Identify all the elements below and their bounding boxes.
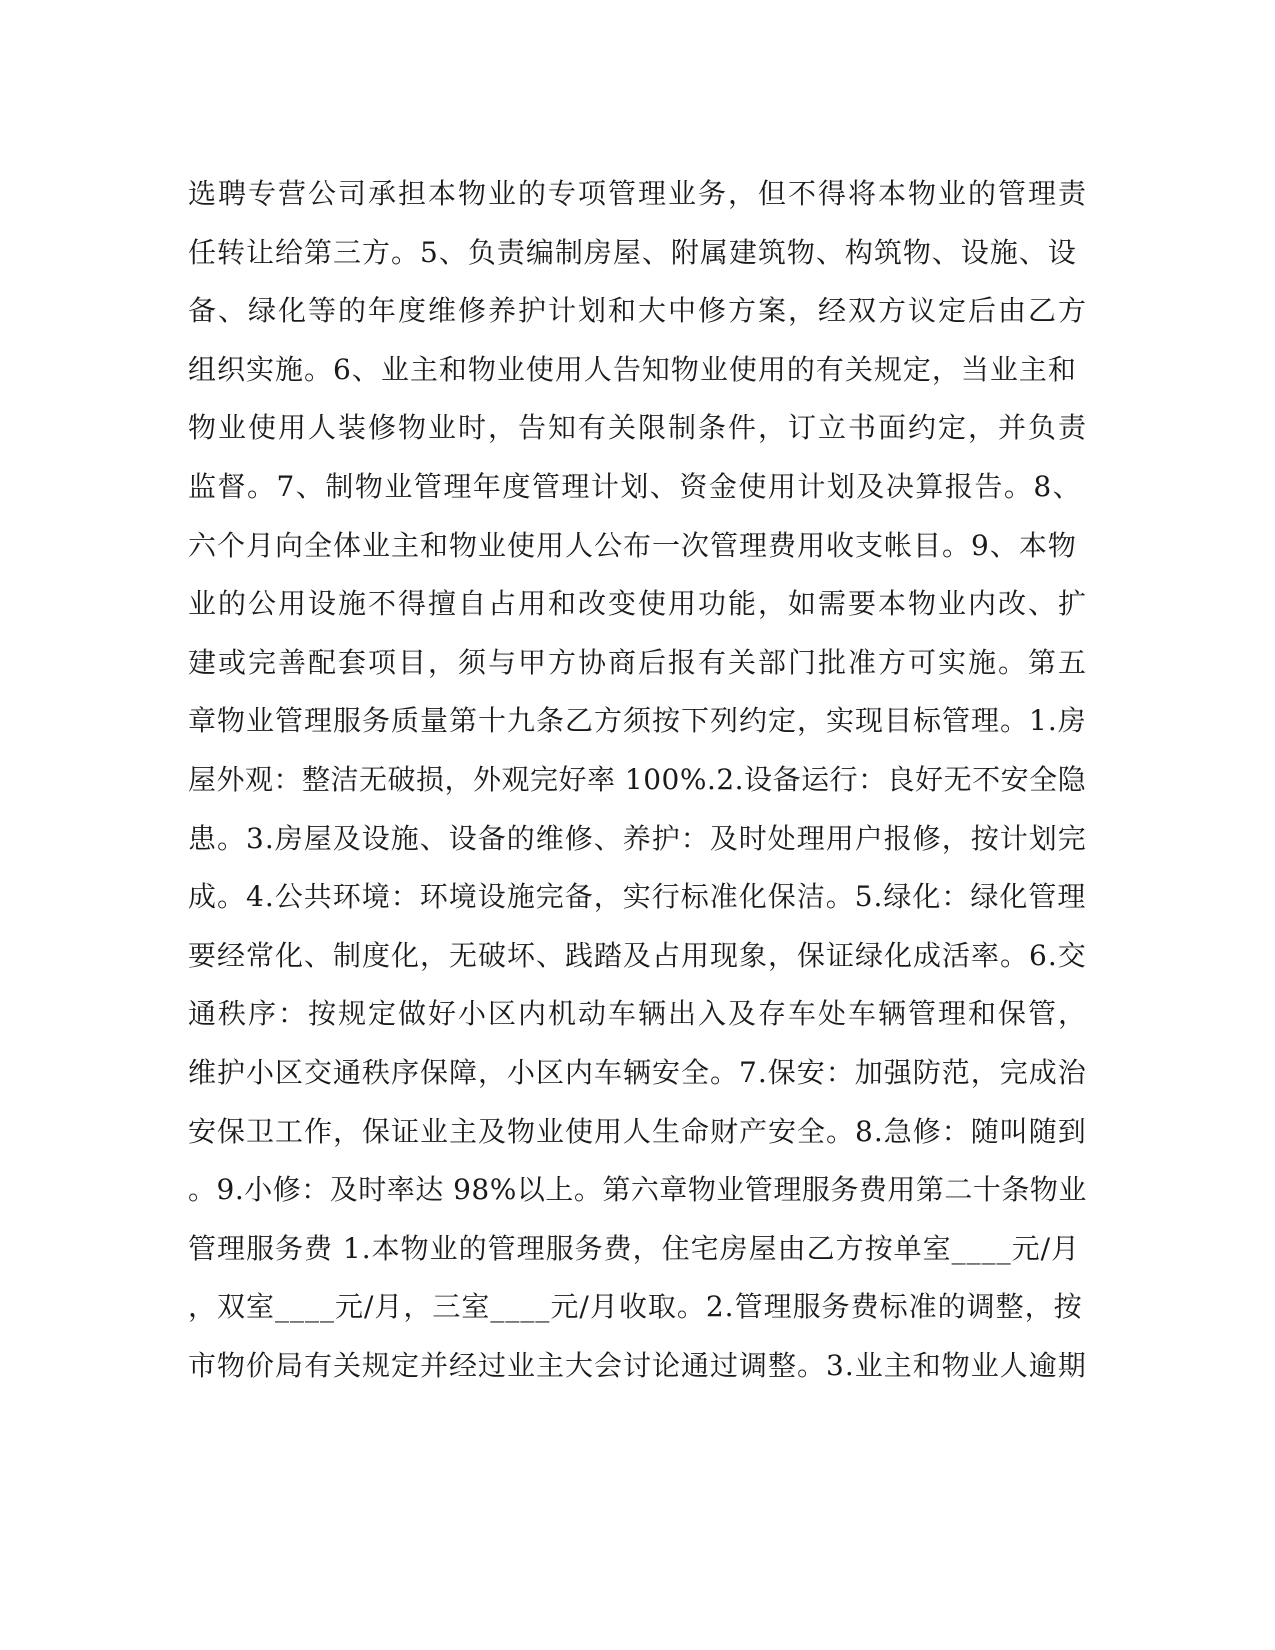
text-line: ，双室____元/月，三室____元/月收取。2.管理服务费标准的调整，按 [188, 1290, 1083, 1324]
body-text [188, 165, 1088, 1395]
text-line: 业的公用设施不得擅自占用和改变使用功能，如需要本物业内改、扩 [188, 587, 1089, 621]
text-line: 维护小区交通秩序保障，小区内车辆安全。7.保安：加强防范，完成治 [188, 1055, 1087, 1089]
text-line: 备、绿化等的年度维修养护计划和大中修方案，经双方议定后由乙方 [188, 294, 1089, 328]
text-line: 章物业管理服务质量第十九条乙方须按下列约定，实现目标管理。1.房 [188, 704, 1087, 738]
text-line: 要经常化、制度化，无破坏、践踏及占用现象，保证绿化成活率。6.交 [188, 938, 1087, 972]
text-line: 。9.小修：及时率达 98%以上。第六章物业管理服务费用第二十条物业 [188, 1173, 1087, 1207]
text-line: 建或完善配套项目，须与甲方协商后报有关部门批准方可实施。第五 [188, 645, 1089, 679]
text-line: 通秩序：按规定做好小区内机动车辆出入及存车处车辆管理和保管， [188, 997, 1089, 1031]
text-line: 选聘专营公司承担本物业的专项管理业务，但不得将本物业的管理责 [188, 177, 1089, 210]
text-line: 屋外观：整洁无破损，外观完好率 100%.2.设备运行：良好无不安全隐 [188, 762, 1087, 796]
text-line: 患。3.房屋及设施、设备的维修、养护：及时处理用户报修，按计划完 [188, 821, 1087, 855]
text-line: 物业使用人装修物业时，告知有关限制条件，订立书面约定，并负责 [188, 411, 1089, 445]
text-line: 任转让给第三方。5、负责编制房屋、附属建筑物、构筑物、设施、设 [188, 235, 1077, 269]
text-line: 六个月向全体业主和物业使用人公布一次管理费用收支帐目。9、本物 [188, 528, 1077, 562]
text-line: 市物价局有关规定并经过业主大会讨论通过调整。3.业主和物业人逾期 [188, 1348, 1087, 1382]
text-line: 安保卫工作，保证业主及物业使用人生命财产安全。8.急修：随叫随到 [188, 1114, 1087, 1148]
text-line: 组织实施。6、业主和物业使用人告知物业使用的有关规定，当业主和 [188, 352, 1077, 386]
text-line: 管理服务费 1.本物业的管理服务费，住宅房屋由乙方按单室____元/月 [188, 1231, 1081, 1265]
text-line: 成。4.公共环境：环境设施完备，实行标准化保洁。5.绿化：绿化管理 [188, 880, 1087, 914]
text-line: 监督。7、制物业管理年度管理计划、资金使用计划及决算报告。8、 [188, 469, 1083, 503]
